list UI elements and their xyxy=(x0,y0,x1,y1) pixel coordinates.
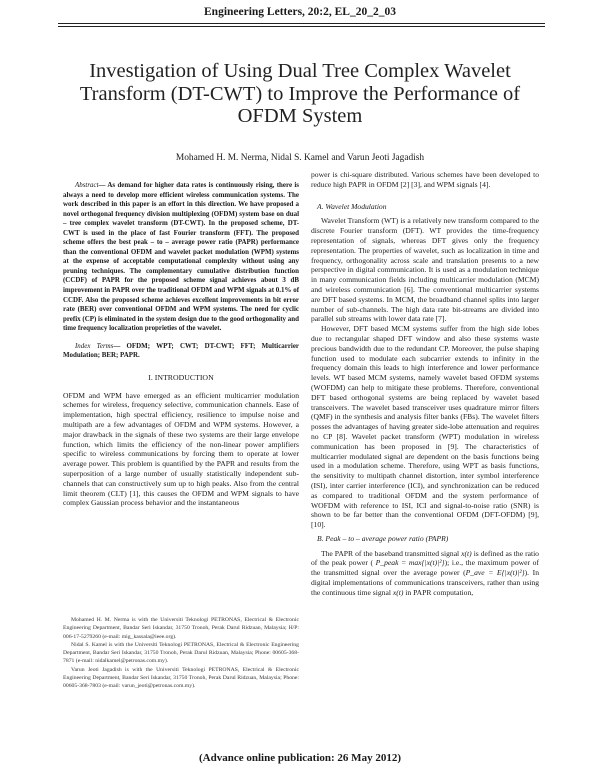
index-terms xyxy=(63,342,299,361)
paper-title: Investigation of Using Dual Tree Complex Wavelet Transform (DT-CWT) to Improve the Performance of OFDM System xyxy=(79,60,521,127)
math-x-of-t: x(t) xyxy=(392,587,404,597)
math-x-of-t: x(t) xyxy=(461,548,472,558)
wavelet-paragraph-1: Wavelet Transform (WT) is a relatively new transform compared to the discrete Fourier transform (DFT). WT provides the time-frequency representation of signals, whereas DFT gives only the frequency representation. The properties of wavelet, such as localization in time and frequency, orthogonality across scale and translation presents to a new perspective in digital communication. It is used as a modulation technique in many communication fields including multicarrier modulation (MCM) and wireless communication [6]. The conventional multicarrier systems are DFT based systems. In MCM, the broadband channel splits into larger number of sub-channels. The high data rate bit-streams are divided into parallel sub streams with lower data rate [7]. xyxy=(311,216,539,324)
abstract xyxy=(63,181,299,334)
papr-text: is defined as the ratio of the peak power ( xyxy=(311,548,539,568)
abstract-lead: Abstract xyxy=(75,181,99,189)
left-column xyxy=(63,181,299,508)
introduction-paragraph: OFDM and WPM have emerged as an efficient multicarrier modulation schemes for wireless, frequency selective, communication channels. Ease of implementation, high spectral efficiency, resilience to impulse noise and multipath are a few advantages of OFDM and WPM systems. However, a major drawback in the signals of these two systems are their large envelope function, which limits the efficiency of the non-linear power amplifiers specific to wireless communications by forcing them to operate at lower average power. This problem is quantified by the PAPR and results from the superposition of a large number of usually statistically independent sub-channels that can constructively sum up to high peaks. Also from the central limit theorem (CLT) [1], this causes the OFDM and WPM signals to have complex Gaussian process behavior and the instantaneous xyxy=(63,390,299,508)
header-rule-bottom xyxy=(58,26,545,27)
index-terms-lead: Index Terms xyxy=(75,341,114,350)
footnote: Mohamed H. M. Nerma is with the Universiti Teknologi PETRONAS, Electrical & Electronic Engineering Department, Bandar Seri Iskandar, 31750 Tronoh, Perak Darul Ridzuan, Malaysia; H/P: 006-17-5279260 (e-mail: mig_kassala@ieee.org). xyxy=(63,617,299,640)
right-column xyxy=(311,170,539,598)
papr-text: in PAPR computation, xyxy=(403,587,474,597)
footnote: Varun Jeoti Jagadish is with the Universiti Teknologi PETRONAS, Electrical & Electronic Engineering Department, Bandar Seri Iskandar, 31750 Tronoh, Perak Darul Ridzuan, Malaysia; Phone: 00605-368-7803 (e-mail: varun_jeoti@petronas.com.my). xyxy=(63,666,299,689)
wavelet-paragraph-2: However, DFT based MCM systems suffer from the high side lobes due to rectangular shaped DFT window and also these systems waste precious bandwidth due to the redundant CP. Moreover, the pulse shaping function used to modulate each subcarrier extends to infinity in the frequency domain this leads to high interference and lower performance levels. WT based MCM systems, namely wavelet based OFDM systems (WOFDM) can help to mitigate these problems. Therefore, conventional DFT based orthogonal systems are being replaced by wavelet based transceivers. The wavelet based transceiver uses quadrature mirror filters (QMF) in the synthesis and analysis filter banks (FBs). The wavelet filters posses the advantages of having greater side-lobe attenuation and requires no CP [8]. Wavelet packet transform (WPT) modulation in wireless communication has been proposed in [9]. The characteristics of multicarrier modulated signal are dependent on the basis functions being used in a modulation scheme. Therefore, using WPT as basis functions, the sensitivity to multipath channel distortion, inter symbol interference (ISI), inter carrier interference (ICI), and synchronization can be reduced as compared to traditional OFDM and the system performance of WOFDM with reference to ISI, ICI and signal-to-noise ratio (SNR) is shown to be far better than the conventional OFDM (DFT-OFDM) [9], [10]. xyxy=(311,324,539,530)
footnote: Nidal S. Kamel is with the Universiti Teknologi PETRONAS, Electrical & Electronic Engineering Department, Bandar Seri Iskandar, 31750 Tronoh, Perak Darul Ridzuan, Malaysia; Phone: 00605-368-7871 (e-mail: nidalkamel@petronas.com.my). xyxy=(63,641,299,665)
header-rule-top xyxy=(58,23,545,24)
intro-continuation: power is chi-square distributed. Various schemes have been developed to reduce high PAPR in OFDM [2] [3], and WPM signals [4]. xyxy=(311,170,539,189)
abstract-text: — As demand for higher data rates is continuously rising, there is always a need to develop more efficient wireless communication systems. The work described in this paper is an effort in this direction. We have proposed a novel orthogonal frequency division multiplexing (OFDM) system base on dual – tree complex wavelet transform (DT-CWT). In the proposed scheme, DT-CWT is used in the place of fast Fourier transform (FFT). The proposed scheme offers the best peak – to – average power ratio (PAPR) performance than the conventional OFDM and wavelet packet modulation (WPM) systems at the expense of acceptable computational complexity without using any pruning techniques. The complementary cumulative distribution function (CCDF) of PAPR for the proposed scheme signal achieves about 3 dB improvement in PAPR over the traditional OFDM and WPM signals at 0.1% of CCDF. Also the proposed scheme achieves excellent improvements in bit error rate (BER) over conventional OFDM and WPM systems. The need for cyclic prefix (CP) is eliminated in the system design due to the good orthogonality and time frequency localization proprieties of the wavelet. xyxy=(63,181,299,333)
math-p-peak: P_peak = xyxy=(375,558,407,568)
journal-header: Engineering Letters, 20:2, EL_20_2_03 xyxy=(204,6,396,18)
subsection-heading-papr: B. Peak – to – average power ratio (PAPR) xyxy=(317,533,449,543)
author-list: Mohamed H. M. Nerma, Nidal S. Kamel and Varun Jeoti Jagadish xyxy=(175,153,425,163)
index-terms-text: — OFDM; WPT; CWT; DT-CWT; FFT; Multicarrier Modulation; BER; PAPR. xyxy=(63,341,299,360)
papr-text: ); i.e., the maximum power of the transmitted signal over the average power ( xyxy=(311,558,540,578)
math-max-power: max{|x(t)|²} xyxy=(408,558,445,568)
papr-paragraph xyxy=(311,549,539,598)
papr-text: The PAPR of the baseband transmitted signal xyxy=(321,548,462,558)
section-heading-introduction: I. INTRODUCTION xyxy=(148,372,214,382)
author-footnotes xyxy=(63,616,299,690)
math-p-average: P_ave = E{|x(t)|²} xyxy=(465,568,525,578)
publication-footer: (Advance online publication: 26 May 2012) xyxy=(199,752,401,764)
papr-text: ). In digital implementations of communications transceivers, rather than using the continuous time signal xyxy=(311,568,539,597)
subsection-heading-wavelet-modulation: A. Wavelet Modulation xyxy=(317,201,387,211)
